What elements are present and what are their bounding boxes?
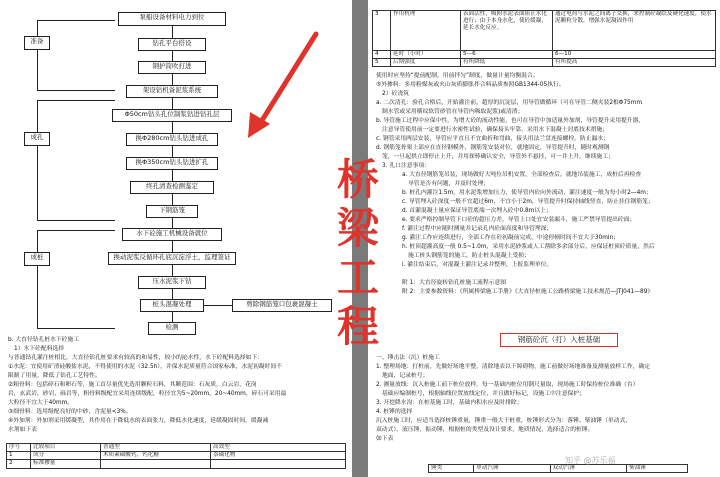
text-line: 3. 孔口注意事项： (382, 163, 430, 169)
bracket-line (37, 90, 115, 91)
text-line: 使用时应坚持“提前配制，用前拌匀”制度，做量计量均衡混合。 (376, 73, 539, 79)
mechanism-table (372, 10, 716, 67)
step-rig-setup: 架设钻机备泥浆系统 (126, 85, 218, 98)
bracket-line (37, 230, 38, 252)
step-pile-head: 桩头混凝处理 (140, 299, 204, 312)
text-line: h. 桩顶超灌高度一般 0.5~1.0m，采用水泥砂浆或人工凿除多余部分后，应保证桩顶砼质量，然后 (402, 244, 655, 250)
table-cell: 成分 (31, 452, 101, 460)
table-cell (211, 460, 346, 468)
text-line: c. 导管埋入砼深度一般不宜超过6m，不宜小于2m，导管提升时保持轴线竖直，防止挂住钢筋笼； (402, 199, 654, 205)
text-line: d. 钢筋笼骨架上部应在直径钢模外，钢筋笼安装对位，就地固定，导管提升时，随时观测钢 (376, 145, 610, 151)
text-line: 导管是否有问题，并及时处理； (408, 181, 490, 187)
text-line: g. 灌注工作应连续进行，全部工作在砼初凝前完成，中途停顿时间不宜大于30min； (402, 235, 619, 241)
text-line: b. 桩孔内灌注1.5m，用水泥浆增加压力，使导管内砼向外流动，灌注速度一般为每小时2—4m； (402, 190, 652, 196)
text-line: ⑤外掺料：多用粉煤灰或火山灰质膨胀拌合料品质参照GB1344-05执行。 (376, 82, 565, 88)
paragraph: ③细骨料：选用级配良好的中砂，含泥量<3%。 (8, 409, 132, 415)
bracket-line (37, 100, 115, 101)
watermark: 知乎 @苏乐福 (565, 456, 616, 465)
right-page (368, 0, 720, 477)
text-line: b. 导管施工过程中应保中性，为增大砼的流动性能，也可在导管中加适量外加剂，导管提升采用提升器， (376, 118, 645, 124)
table-cell: 5 (373, 59, 391, 67)
text-line: 地面，记录桩号； (382, 373, 429, 379)
step-cage: 下钢筋笼 (146, 205, 198, 218)
text-line: 沉入桩施工时，应适当选择桩锤重量，锤重一般大于桩重，桩锤形式分为：落锤、柴油锤（单动式、 (376, 418, 632, 424)
stage-bore: 成孔 (24, 132, 50, 146)
text-line: 附 2：主要参数资料：《所属桥梁施工手册》《大直径桩施工公路桥梁施工技术规范—JTJ041—89》 (402, 289, 654, 295)
table-cell: 通过电荷与水泥之间离子交换，来控制砼凝结及硬化速度，使水泥颗粒分散，增强水泥凝固作用 (553, 11, 716, 51)
table-cell (101, 460, 211, 468)
text-line: 施工桩头钢筋笼的施工，防止桩头混凝土受损； (408, 253, 530, 259)
bracket-line (37, 50, 38, 90)
paragraph: 限制了用量，降低了钻孔工艺特性。 (8, 373, 101, 379)
bracket-line (37, 328, 115, 329)
step-pilot-bore: Φ50cm钻头孔位制浆钻进钻孔层 (112, 109, 232, 122)
admixture-table (6, 443, 346, 469)
paragraph: 水剂如下表 (8, 427, 37, 433)
step-platform: 钻孔平台搭设 (138, 38, 206, 51)
step-equipment-place: 水下砼施工机械设备就位 (122, 228, 222, 241)
table-cell: 5—6 (461, 51, 553, 59)
bracket-line (37, 220, 115, 221)
step-inspection: 终孔清查检测鉴定 (130, 181, 214, 194)
paragraph: ④外加剂：外加剂采用缓凝型，其作用在于降低水的表面张力，降低水化速度，延缓凝固时间，缓凝减 (8, 418, 269, 424)
bracket-line (37, 230, 115, 231)
bracket-line (37, 20, 115, 21)
text-line: a. 二次清孔：验孔合格后，开始灌注前，超厚的沉淀层，用导管做循环（可在导管二侧夹装2根Φ75mm (376, 100, 643, 106)
text-line: 1. 整理场地：打桩前，先做好场地平整，清除地表以下障碍物，施工前做好场地准备及测量放样工作，确定 (376, 364, 651, 370)
table-cell: 表面活性，吸附水泥表面阻止水化进行；由于本身水化，使砼缓凝，延长水化反应。 (461, 11, 553, 51)
text-line: 如下表 (376, 436, 394, 442)
bracket-line (37, 100, 38, 132)
paragraph: ①水泥：宜使用矿渣硅酸盐水泥，不得使用的水泥（32.5h），并保水泥质量符合国家标准，水泥初凝时间不 (8, 364, 282, 370)
step-clean-hole: 换动泥浆反循环孔底沉淀浮土，监理签证 (108, 252, 236, 265)
text-line: 注意导管使用前一定要进行水密性试验，确保接头牢靠，采用水下混凝土封底技术措施； (382, 127, 609, 133)
table-header: 比较项目 (31, 444, 101, 452)
text-line: d. 首灌混凝土量应保证导管底端一次埋入砼中0.8m以上； (402, 208, 552, 214)
text-line: f. 灌注过程中应随时测量并记录孔内砼面高度和导管埋深； (402, 226, 553, 232)
hammer-table (428, 464, 688, 473)
table-row (373, 11, 716, 51)
step-cut-casing: 剪除钢筋笼口包裹混凝土 (232, 299, 332, 312)
step-test: 检测 (148, 322, 196, 335)
heading-b: b. 大直径钻孔桩水下砼施工 (8, 337, 80, 343)
stage-prep: 准备 (24, 36, 50, 50)
text-line: a. 大直径钢筋笼吊装，现场做好大吨位吊机安置，全部检查后，就地吊装施工，成桩后再检查 (402, 172, 642, 178)
table-cell: 6—10 (553, 51, 716, 59)
table-row (7, 452, 346, 460)
table-row (373, 51, 716, 59)
paragraph: 与普通钻孔灌注桩相比，大直径钻孔桩要求有较高的和易性，较小的泌水性，水下砼配料选择如下： (8, 355, 264, 361)
text-line: 3. 开挖降水沟：在桩基施工时，基础内积水应及时排除； (376, 400, 523, 406)
stage-pour: 成桩 (24, 252, 50, 266)
paragraph: ②粗骨料：包括碎石和卵石等，施工首尽量优先选用颗粒石料，其颗范围：石灰质，白云岩，花岗 (8, 382, 257, 388)
text-line: 2. 测量放线：沉入桩施工前下桩位放样，每一基础内桩位用钢尺量取，现场施工时保持桩位准确（台） (376, 382, 639, 388)
text-line: 附 1：大直径旋转钻孔桩施工流程示意图 (402, 280, 507, 286)
table-cell: 1 (7, 452, 31, 460)
section-title-box: 钢筋砼沉（打）入桩基础 (500, 333, 618, 347)
table-cell: 4 (373, 51, 391, 59)
paragraph: 岩，玄武岩，砂岩，砾岩等，粗骨料级配宜采用连续级配，粒径宜为5~20mm，20~40mm，碎石可采用最 (8, 391, 287, 397)
table-cell: 木质素磺酸钙，钙化糖 (101, 452, 211, 460)
table-cell: 2 (7, 460, 31, 468)
bracket-line (37, 20, 38, 36)
table-cell: 萘磺化物 (211, 452, 346, 460)
table-cell: 有所提高 (553, 59, 716, 67)
table-cell: 作用机理 (391, 11, 461, 51)
text-line: 一、锤击法（沉）桩施工 (376, 355, 440, 361)
overlay-title: 桥梁工程 (336, 155, 379, 351)
heading-1: 1）水下砼配料选择 (14, 346, 65, 352)
table-cell: 后期强度 (391, 59, 461, 67)
step-ream-350: 换Φ350cm钻头钻进扩孔 (126, 157, 218, 170)
table-header: 普通型 (101, 444, 211, 452)
step-pour: 压水泥浆下钻 (138, 276, 206, 289)
red-arrow-icon (242, 30, 322, 140)
text-line: e. 要求严格控制导管下口砼的超压力差，导管上口处宜安装漏斗，施工严禁导管提出砼面； (402, 217, 636, 223)
table-row (373, 59, 716, 67)
step-casing: 钢护筒吹打进 (138, 61, 206, 74)
table-header: 高效型 (211, 444, 346, 452)
text-line: 制水管或采用横纹软管砂管在导管内吸取泥浆)或清渣； (382, 109, 524, 115)
table-header: 单动汽锤 (474, 465, 550, 473)
text-line: 双动式），液压锤，振动锤，根据桩的类型及设计要求，地质情况，选择适合的桩锤。 (376, 427, 594, 433)
table-row (7, 460, 346, 468)
text-line: 2）砼浇筑 (382, 91, 409, 97)
table-cell: 标准掺量 (31, 460, 101, 468)
paragraph: 大粒径不宜大于40mm。 (8, 400, 74, 406)
table-cell: 有所降低 (461, 59, 553, 67)
bracket-line (37, 146, 38, 220)
table-header: 锤类 (429, 465, 474, 473)
table-cell: 延时（小时） (391, 51, 461, 59)
text-line: 笼，一旦起拱立即停止上升，并用探棒确认安全，导管外不悬挂，可一并上升，继续施工； (382, 154, 614, 160)
table-header: 柴油锤 (627, 465, 688, 473)
bracket-line (37, 266, 38, 328)
step-bore-280: 换Φ280cm钻头钻进成孔 (126, 133, 218, 146)
text-line: 4. 桩锤的选择 (376, 409, 413, 415)
text-line: c. 钢管采用两层安装，导管应平直且不宜曲折和弯曲，接头用法兰盘连接螺栓，防止漏水； (376, 136, 609, 142)
table-header: 序号 (7, 444, 31, 452)
step-prep-equipment: 泵船设备材料电力到位 (118, 12, 226, 26)
table-header: 双动汽锤 (550, 465, 626, 473)
connector (204, 305, 232, 306)
table-cell: 3 (373, 11, 391, 51)
text-line: i. 灌注结束后，对混凝土灌注记录并整理，上报监理单位。 (402, 262, 553, 268)
text-line: 基础应编制桩号，根据轴线位置放线定位，并且做好标记，设施工中注意保护； (382, 391, 585, 397)
